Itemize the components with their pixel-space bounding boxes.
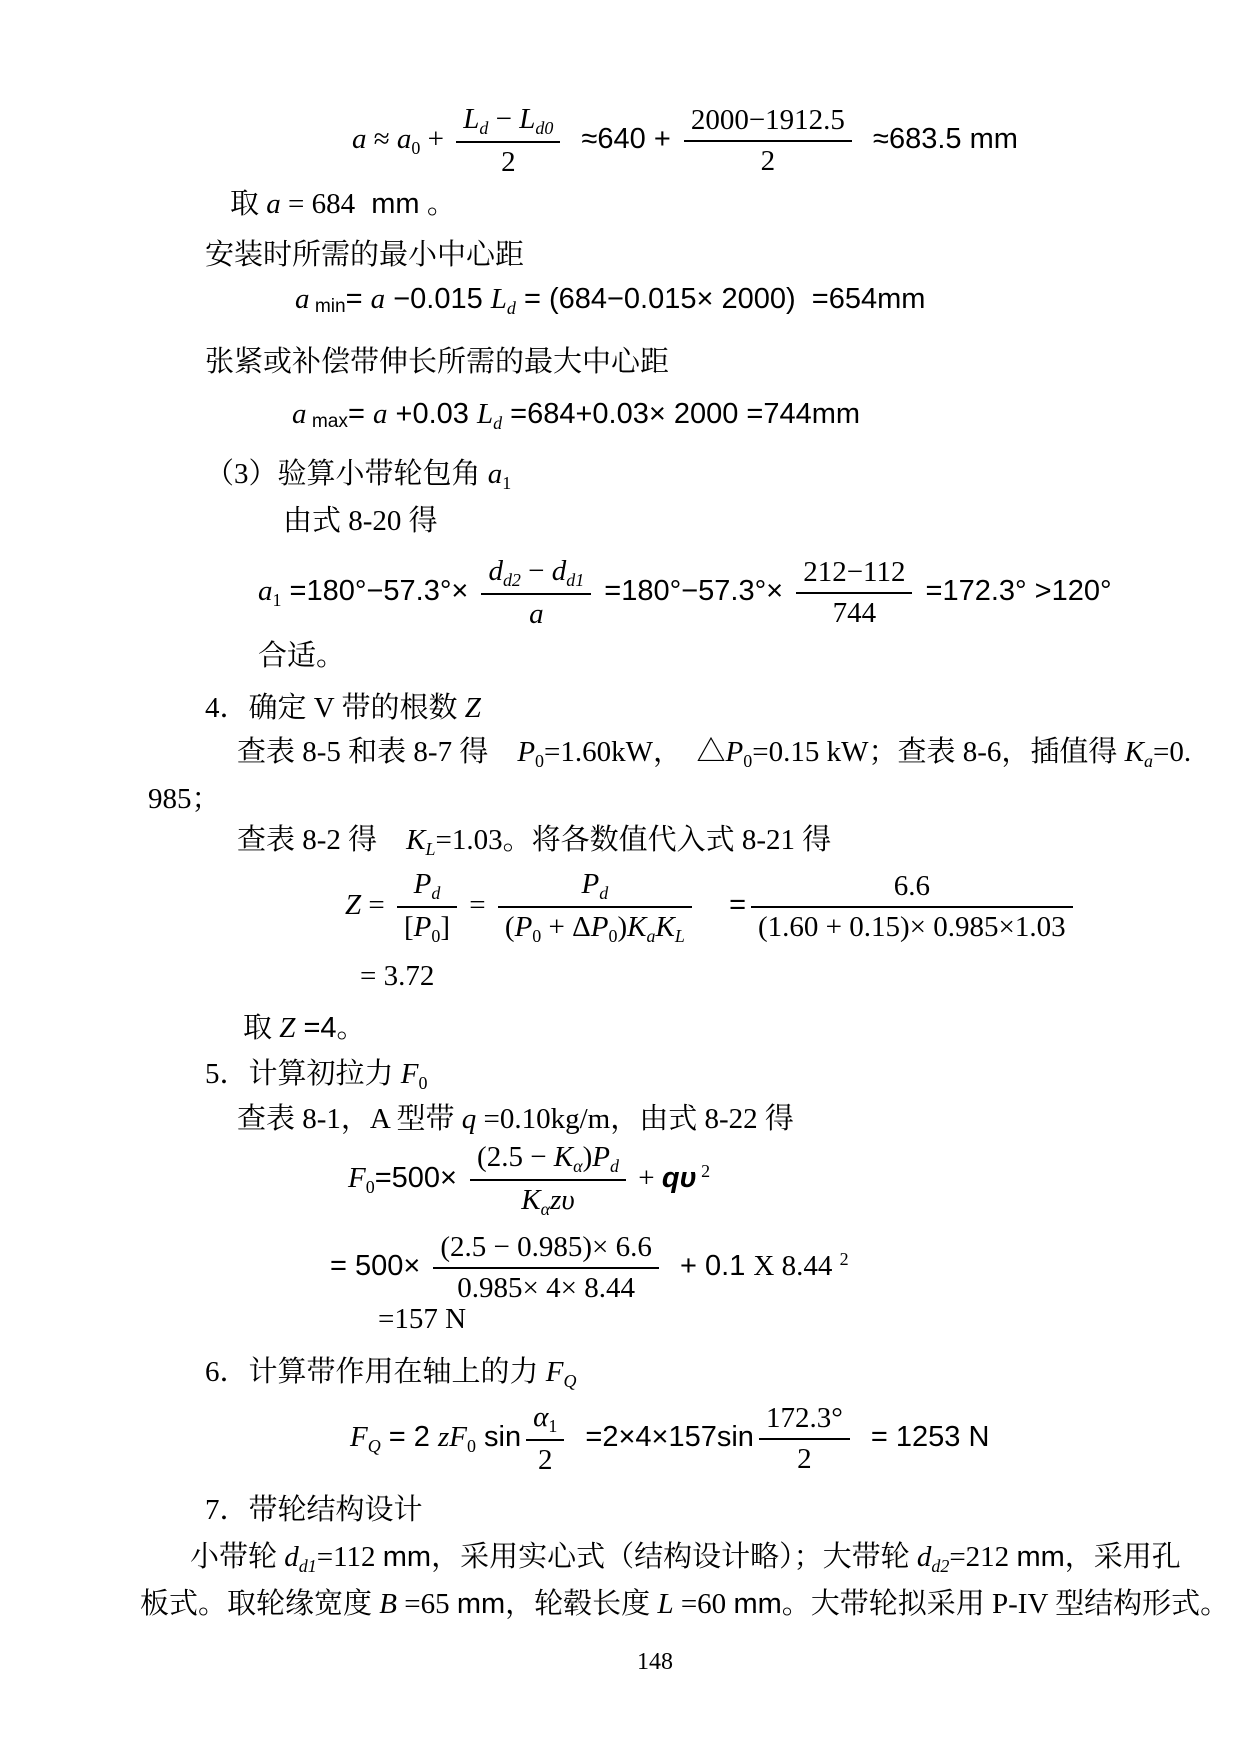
fraction-denominator: [456, 143, 560, 179]
text-run: α: [533, 1401, 549, 1433]
text-run: [: [404, 911, 414, 944]
text-run: d: [599, 882, 609, 903]
heading-max-center-distance: [205, 344, 669, 380]
text-run: =: [462, 889, 493, 922]
text-run: q: [461, 1103, 477, 1135]
heading-step5-initial-tension: [205, 1056, 427, 1094]
fraction-denominator: [433, 1269, 659, 1305]
fraction: [759, 1402, 850, 1477]
text-run: L: [425, 838, 436, 859]
text-run: F: [348, 1162, 366, 1195]
text-run: d: [506, 297, 516, 318]
text-run: a: [372, 398, 388, 430]
text-lookup-q: [237, 1101, 794, 1137]
fraction-numerator: [796, 556, 912, 594]
text-suitable: [258, 638, 345, 674]
text-run: 172.3: [765, 1402, 832, 1435]
fraction-numerator: [470, 1141, 626, 1181]
text-run: K: [627, 911, 647, 944]
text-run: = 3.72: [360, 960, 435, 992]
text-run: L: [490, 283, 507, 315]
text-run: 安装时所需的最小中心距: [205, 239, 525, 271]
text-run: d2: [502, 569, 521, 590]
text-run: =2×4×157sin: [569, 1421, 754, 1454]
text-run: K: [655, 911, 675, 944]
text-run: d: [493, 412, 503, 433]
text-run: = (684−0.015× 2000) =654mm: [515, 283, 926, 315]
formula-f0: [348, 1141, 710, 1220]
text-run: P: [592, 1141, 610, 1173]
text-run: zF: [437, 1421, 467, 1454]
text-run: K: [553, 1141, 574, 1173]
text-run: a: [266, 188, 281, 220]
text-run: 。将各数值代入式 8-21 得: [502, 824, 832, 856]
text-run: V: [313, 692, 335, 724]
text-run: 查表 8-2 得: [237, 824, 407, 856]
text-run: K: [1124, 736, 1144, 768]
text-run: (2.5 − 0.985)× 6.6: [440, 1231, 652, 1263]
text-run: 张紧或补偿带伸长所需的最大中心距: [205, 346, 670, 378]
formula-center-distance-approx: [352, 103, 1018, 180]
text-run: 0: [608, 926, 618, 947]
text-run: ， △: [653, 736, 726, 768]
text-run: =0.15 kW: [752, 736, 869, 768]
fraction: [796, 556, 912, 631]
text-run: =60: [673, 1588, 734, 1620]
fraction: [397, 868, 457, 947]
text-run: ≈: [366, 123, 397, 156]
fraction: [526, 1401, 564, 1478]
fraction-denominator: [470, 1181, 626, 1219]
text-run: 取: [230, 188, 267, 220]
text-run: 0: [532, 926, 542, 947]
text-run: （3）验算小带轮包角: [205, 458, 488, 490]
text-run: K: [521, 1184, 541, 1217]
text-run: P: [725, 736, 744, 768]
text-run: F: [400, 1058, 419, 1090]
text-run: P: [517, 736, 536, 768]
text-run: Z: [279, 1012, 296, 1044]
text-run: a: [646, 926, 656, 947]
text-run: d1: [566, 569, 585, 590]
text-run: B: [379, 1588, 397, 1620]
text-run: 。大带轮拟采用 P-IV 型结构形式。: [781, 1588, 1230, 1620]
text-run: = 1253 N: [854, 1421, 990, 1454]
text-run: a: [295, 283, 310, 315]
text-run: L: [519, 103, 536, 135]
text-run: +: [630, 1162, 662, 1195]
text-run: d: [551, 555, 567, 587]
text-run: mm: [355, 188, 420, 220]
fraction-numerator: [751, 870, 1073, 908]
heading-step4-belt-number: [205, 690, 481, 726]
text-run: 合适。: [258, 640, 346, 672]
text-run: d: [488, 555, 503, 587]
fraction: [481, 555, 591, 632]
text-run: (2.5 −: [477, 1141, 554, 1173]
text-run: 2: [501, 146, 516, 179]
text-run: 744: [832, 597, 877, 630]
text-run: 640 +: [597, 123, 679, 156]
heading-step7-pulley-structure: [205, 1492, 423, 1528]
text-run: 2: [797, 1443, 812, 1476]
text-run: a: [370, 283, 386, 315]
text-run: = 684: [280, 188, 356, 220]
text-run: (1.60 + 0.15)× 0.985×1.03: [758, 911, 1066, 944]
text-run: P: [590, 911, 609, 944]
text-run: Z: [345, 889, 362, 922]
text-run: K: [406, 824, 426, 856]
text-run: =112: [316, 1541, 383, 1573]
text-run: 0.985× 4× 8.44: [457, 1272, 635, 1305]
text-run: −: [520, 555, 552, 587]
text-run: 2: [839, 1249, 849, 1270]
text-run: −: [488, 103, 520, 135]
text-take-z-4: [243, 1010, 366, 1046]
text-run: =: [361, 889, 392, 922]
text-run: a: [292, 398, 307, 430]
formula-z: [345, 868, 1078, 947]
text-run: P: [514, 911, 533, 944]
heading-step6-shaft-force: [205, 1354, 576, 1392]
paragraph-pulley-line1: [190, 1539, 1181, 1577]
text-run: α: [573, 1155, 583, 1176]
text-run: ，由式 8-22 得: [610, 1103, 794, 1135]
fraction-denominator: [397, 908, 457, 946]
text-run: mm: [1016, 1541, 1065, 1573]
fraction: [470, 1141, 626, 1220]
paragraph-pulley-line2: [140, 1586, 1229, 1622]
text-run: =: [696, 889, 747, 922]
text-run: 1: [272, 589, 282, 610]
text-run: mm: [733, 1588, 782, 1620]
text-run: d: [431, 882, 441, 903]
text-run: L: [476, 398, 494, 430]
text-run: Q: [563, 1370, 577, 1391]
fraction-numerator: [526, 1401, 564, 1441]
text-run: 带的根数: [334, 692, 465, 724]
text-run: =180°−57.3°×: [596, 575, 792, 608]
text-run: ，采用实心式（结构设计略）；大带轮: [431, 1541, 917, 1573]
text-run: =212: [949, 1541, 1017, 1573]
text-run: = 2: [380, 1421, 438, 1454]
text-run: 小带轮: [190, 1541, 285, 1573]
fraction-numerator: [498, 868, 692, 908]
text-run: 由式 8-20 得: [283, 505, 438, 537]
text-run: d1: [298, 1555, 317, 1576]
text-run: L: [657, 1588, 674, 1620]
text-run: P: [581, 868, 600, 900]
formula-a-max: [292, 396, 860, 434]
text-run: 2: [760, 145, 776, 178]
text-run: 1: [502, 472, 512, 493]
text-run: 0: [411, 137, 421, 158]
text-run: Q: [367, 1435, 381, 1456]
text-run: a: [529, 598, 544, 631]
text-run: + Δ: [541, 911, 591, 944]
fraction-numerator: [759, 1402, 850, 1440]
page-number: 148: [637, 1649, 673, 1675]
text-by-eq-8-20: [283, 503, 438, 539]
text-run: 1: [548, 1415, 558, 1436]
text-run: 0: [431, 926, 441, 947]
fraction-denominator: [498, 908, 692, 946]
text-run: 5．计算初拉力: [205, 1058, 401, 1090]
text-run: 212−112: [803, 556, 906, 589]
fraction: [684, 104, 852, 179]
text-lookup-kl: [237, 822, 831, 860]
text-run: −0.015: [385, 283, 491, 315]
text-run: =0.10kg/m: [476, 1103, 611, 1135]
text-run: F: [350, 1421, 368, 1454]
text-run: + 0.1: [663, 1250, 754, 1282]
fraction-numerator: [684, 104, 852, 142]
text-run: =: [345, 283, 371, 315]
text-run: 2: [537, 1444, 553, 1477]
text-take-a-684: [230, 186, 456, 222]
text-run: 板式。取轮缘宽度: [140, 1588, 380, 1620]
text-run: a: [258, 575, 273, 608]
formula-z-result: [360, 958, 434, 994]
text-run: =65: [396, 1588, 457, 1620]
text-run: 0: [743, 750, 753, 771]
text-run: d0: [535, 117, 554, 138]
text-run: qυ: [661, 1162, 697, 1195]
fraction-numerator: [481, 555, 591, 595]
text-run: 6．计算带作用在轴上的力: [205, 1356, 546, 1388]
text-run: X 8.44: [753, 1250, 840, 1282]
text-run: 4．确定: [205, 692, 314, 724]
text-run: a: [396, 123, 412, 156]
fraction-numerator: [397, 868, 457, 908]
text-run: =0.: [1152, 736, 1192, 768]
text-run: =684+0.03× 2000 =744mm: [502, 398, 861, 430]
text-run: 985；: [148, 783, 221, 815]
fraction-numerator: [456, 103, 560, 143]
text-run: max: [306, 411, 348, 433]
text-run: 取: [243, 1012, 280, 1044]
text-run: d: [916, 1541, 932, 1573]
fraction-numerator: [433, 1231, 659, 1269]
text-run: ≈: [565, 123, 598, 156]
text-run: 查表 8-5 和表 8-7 得: [237, 736, 518, 768]
fraction-denominator: [684, 142, 852, 178]
text-run: 6.6: [893, 870, 930, 903]
text-run: min: [309, 296, 346, 318]
text-run: ，采用孔: [1064, 1541, 1181, 1573]
formula-wrap-angle: [258, 555, 1112, 632]
fraction-denominator: [526, 1441, 564, 1477]
text-run: P: [413, 911, 432, 944]
text-run: F: [545, 1356, 564, 1388]
text-run: ): [582, 1141, 593, 1173]
formula-a-min: [295, 281, 925, 319]
text-run: d: [284, 1541, 299, 1573]
text-run: d: [479, 117, 489, 138]
text-run: d: [609, 1155, 619, 1176]
text-run: mm: [382, 1541, 432, 1573]
heading-step3-wrap-angle: [205, 456, 511, 494]
text-run: 查表 8-1，A 型带: [237, 1103, 462, 1135]
fraction: [433, 1231, 659, 1306]
text-run: α: [540, 1199, 551, 1220]
text-run: =180°−57.3°×: [281, 575, 477, 608]
fraction-denominator: [759, 1440, 850, 1476]
text-run: d2: [931, 1555, 950, 1576]
text-run: 0: [535, 750, 545, 771]
text-run: =1.03: [435, 824, 503, 856]
text-run: 683.5 mm: [888, 123, 1018, 156]
fraction-denominator: [796, 594, 912, 630]
text-run: mm: [456, 1588, 506, 1620]
text-run: 2000−1912.5: [690, 104, 845, 137]
fraction-denominator: [481, 595, 591, 631]
text-run: +0.03: [387, 398, 477, 430]
formula-f0-result: [378, 1301, 466, 1337]
formula-f0-substitution: [330, 1231, 849, 1306]
text-run: =4: [295, 1012, 337, 1044]
text-run: =157 N: [378, 1303, 467, 1335]
text-run: P: [413, 868, 432, 900]
formula-fq: [350, 1401, 989, 1478]
text-run: =172.3° >120°: [917, 575, 1112, 608]
heading-min-center-distance: [205, 237, 524, 273]
text-run: 0: [365, 1176, 375, 1197]
text-run: = 500×: [330, 1250, 429, 1282]
text-run: a: [352, 123, 367, 156]
text-run: zυ: [550, 1184, 575, 1217]
text-run: a: [1143, 750, 1153, 771]
text-run: L: [463, 103, 480, 135]
text-run: ≈: [856, 123, 889, 156]
text-run: ]: [440, 911, 451, 944]
text-run: =: [347, 398, 373, 430]
text-run: ): [617, 911, 628, 944]
text-run: °: [831, 1402, 843, 1435]
text-run: (: [504, 911, 515, 944]
text-run: ；查表 8-6，插值得: [868, 736, 1125, 768]
text-run: 2: [696, 1161, 711, 1182]
text-run: =500×: [374, 1162, 466, 1195]
text-run: ，轮毂长度: [505, 1588, 658, 1620]
text-run: 。: [419, 188, 456, 220]
text-985-continuation: [148, 781, 221, 817]
text-run: =1.60kW: [544, 736, 654, 768]
text-run: 。: [336, 1012, 366, 1044]
text-run: a: [487, 458, 503, 490]
text-run: 0: [418, 1072, 428, 1093]
text-run: Z: [464, 692, 481, 724]
text-run: sin: [475, 1421, 522, 1454]
fraction-denominator: [751, 908, 1073, 944]
text-lookup-tables-p0: [237, 734, 1191, 772]
text-run: 0: [466, 1435, 476, 1456]
text-run: L: [674, 926, 685, 947]
fraction: [456, 103, 560, 180]
fraction: [498, 868, 692, 947]
text-run: +: [420, 123, 452, 156]
fraction: [751, 870, 1073, 945]
text-run: 7．带轮结构设计: [205, 1494, 423, 1526]
